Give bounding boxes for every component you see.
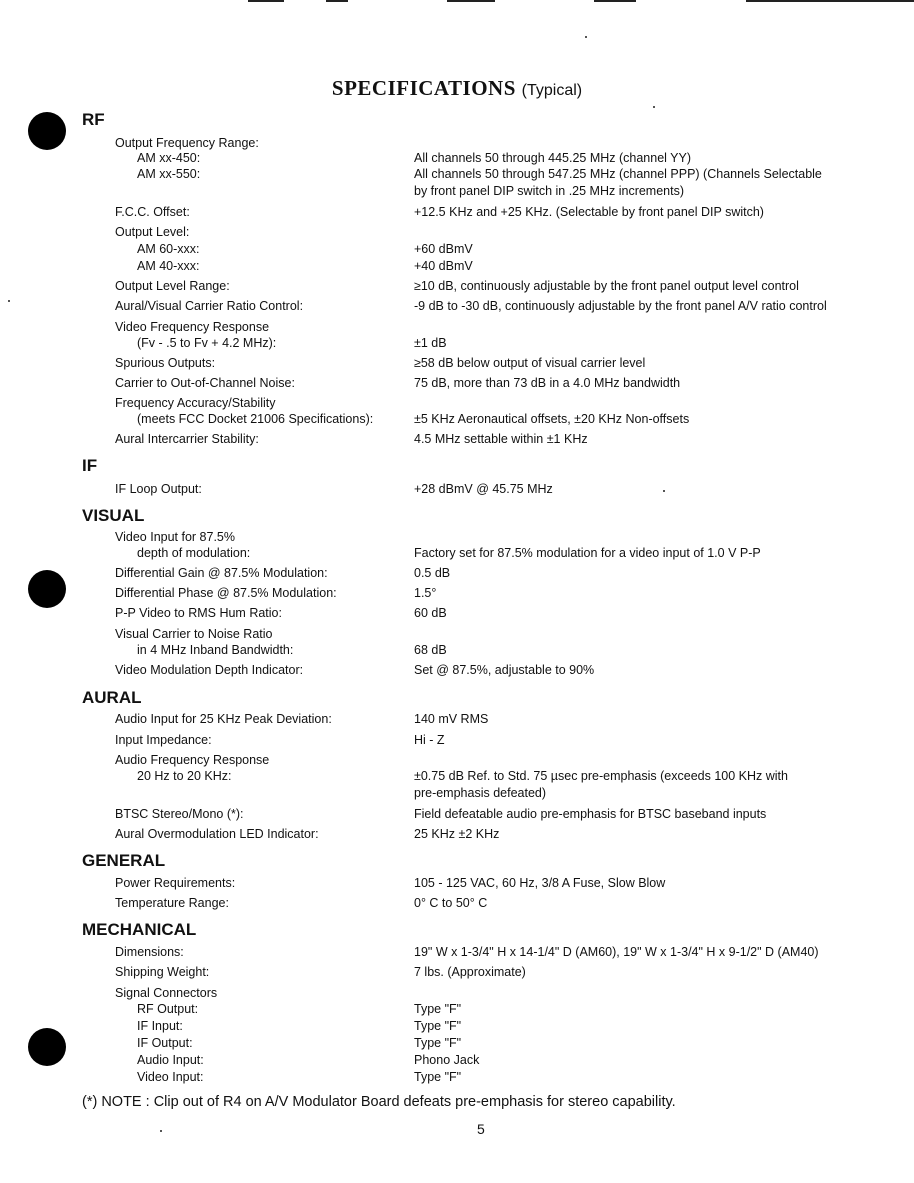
spec-label: Video Input for 87.5%	[115, 530, 235, 544]
scan-edge-line	[746, 0, 914, 2]
spec-value: ±5 KHz Aeronautical offsets, ±20 KHz Non-offsets	[414, 412, 690, 426]
spec-label: AM 40-xxx:	[137, 259, 200, 273]
spec-label: Audio Input for 25 KHz Peak Deviation:	[115, 712, 332, 726]
spec-label: F.C.C. Offset:	[115, 205, 190, 219]
spec-value: 75 dB, more than 73 dB in a 4.0 MHz bandwidth	[414, 376, 681, 390]
spec-value: Type "F"	[414, 1036, 462, 1050]
scan-speck	[585, 36, 587, 38]
spec-value: Set @ 87.5%, adjustable to 90%	[414, 663, 595, 677]
spec-label: Output Level:	[115, 225, 190, 239]
spec-value: ±0.75 dB Ref. to Std. 75 µsec pre-emphasis (exceeds 100 KHz with	[414, 769, 788, 783]
footnote: (*) NOTE : Clip out of R4 on A/V Modulator Board defeats pre-emphasis for stereo capability.	[82, 1094, 676, 1110]
spec-label: IF Loop Output:	[115, 482, 202, 496]
spec-label: Input Impedance:	[115, 733, 212, 747]
spec-label: Signal Connectors	[115, 986, 218, 1000]
spec-label: Frequency Accuracy/Stability	[115, 396, 276, 410]
spec-label: Output Frequency Range:	[115, 136, 259, 150]
spec-label: 20 Hz to 20 KHz:	[137, 769, 232, 783]
section-heading-visual: VISUAL	[82, 506, 145, 525]
spec-label: Audio Frequency Response	[115, 753, 270, 767]
spec-value: +60 dBmV	[414, 242, 473, 256]
spec-label: AM xx-550:	[137, 167, 201, 181]
spec-value: Field defeatable audio pre-emphasis for BTSC baseband inputs	[414, 807, 767, 821]
spec-value: All channels 50 through 445.25 MHz (channel YY)	[414, 151, 692, 165]
spec-value: ≥58 dB below output of visual carrier level	[414, 356, 646, 370]
spec-value: 19" W x 1-3/4" H x 14-1/4" D (AM60), 19" W x 1-3/4" H x 9-1/2" D (AM40)	[414, 945, 819, 959]
spec-label: Aural Overmodulation LED Indicator:	[115, 827, 319, 841]
spec-label: Audio Input:	[137, 1053, 204, 1067]
spec-value: Phono Jack	[414, 1053, 480, 1067]
spec-value: 68 dB	[414, 643, 447, 657]
scan-speck	[663, 490, 665, 492]
spec-value: 0.5 dB	[414, 566, 451, 580]
spec-value: pre-emphasis defeated)	[414, 786, 547, 800]
spec-value: 4.5 MHz settable within ±1 KHz	[414, 432, 588, 446]
spec-label: AM xx-450:	[137, 151, 201, 165]
spec-value: Factory set for 87.5% modulation for a video input of 1.0 V P-P	[414, 546, 761, 560]
spec-label: Differential Gain @ 87.5% Modulation:	[115, 566, 328, 580]
scan-speck	[653, 106, 655, 108]
binder-hole	[28, 112, 66, 150]
spec-value: 60 dB	[414, 606, 447, 620]
spec-value: All channels 50 through 547.25 MHz (channel PPP) (Channels Selectable	[414, 167, 822, 181]
spec-label: Shipping Weight:	[115, 965, 210, 979]
spec-label: (meets FCC Docket 21006 Specifications):	[137, 412, 374, 426]
page-number: 5	[477, 1121, 485, 1137]
spec-value: +28 dBmV @ 45.75 MHz	[414, 482, 553, 496]
scan-speck	[160, 1130, 162, 1132]
spec-label: Video Input:	[137, 1070, 204, 1084]
spec-label: Power Requirements:	[115, 876, 236, 890]
section-heading-if: IF	[82, 456, 98, 475]
spec-value: ≥10 dB, continuously adjustable by the front panel output level control	[414, 279, 799, 293]
section-heading-aural: AURAL	[82, 688, 142, 707]
spec-label: Aural Intercarrier Stability:	[115, 432, 259, 446]
spec-label: Temperature Range:	[115, 896, 229, 910]
spec-value: +40 dBmV	[414, 259, 473, 273]
scan-speck	[8, 300, 10, 302]
scan-edge-line	[326, 0, 348, 2]
spec-value: 1.5°	[414, 586, 437, 600]
spec-value: 140 mV RMS	[414, 712, 489, 726]
spec-label: Output Level Range:	[115, 279, 230, 293]
section-heading-rf: RF	[82, 110, 105, 129]
spec-value: Hi - Z	[414, 733, 445, 747]
spec-value: 25 KHz ±2 KHz	[414, 827, 500, 841]
spec-label: AM 60-xxx:	[137, 242, 200, 256]
spec-value: -9 dB to -30 dB, continuously adjustable by the front panel A/V ratio control	[414, 299, 827, 313]
spec-label: Visual Carrier to Noise Ratio	[115, 627, 273, 641]
binder-hole	[28, 570, 66, 608]
spec-label: RF Output:	[137, 1002, 199, 1016]
spec-value: Type "F"	[414, 1019, 462, 1033]
spec-value: by front panel DIP switch in .25 MHz increments)	[414, 184, 685, 198]
spec-label: depth of modulation:	[137, 546, 251, 560]
spec-value: Type "F"	[414, 1002, 462, 1016]
spec-value: +12.5 KHz and +25 KHz. (Selectable by front panel DIP switch)	[414, 205, 764, 219]
page-title	[0, 76, 914, 101]
spec-label: Dimensions:	[115, 945, 184, 959]
spec-label: IF Input:	[137, 1019, 183, 1033]
spec-value: Type "F"	[414, 1070, 462, 1084]
scan-edge-line	[594, 0, 636, 2]
spec-label: IF Output:	[137, 1036, 193, 1050]
spec-value: 0° C to 50° C	[414, 896, 488, 910]
spec-label: (Fv - .5 to Fv + 4.2 MHz):	[137, 336, 277, 350]
spec-label: in 4 MHz Inband Bandwidth:	[137, 643, 294, 657]
spec-label: P-P Video to RMS Hum Ratio:	[115, 606, 282, 620]
title-main: SPECIFICATIONS	[331, 76, 516, 100]
spec-label: Aural/Visual Carrier Ratio Control:	[115, 299, 304, 313]
section-heading-mechanical: MECHANICAL	[82, 920, 197, 939]
scan-edge-line	[447, 0, 495, 2]
spec-value: ±1 dB	[414, 336, 447, 350]
spec-label: Carrier to Out-of-Channel Noise:	[115, 376, 295, 390]
binder-hole	[28, 1028, 66, 1066]
scan-edge-line	[248, 0, 284, 2]
spec-value: 105 - 125 VAC, 60 Hz, 3/8 A Fuse, Slow Blow	[414, 876, 666, 890]
spec-label: Video Frequency Response	[115, 320, 270, 334]
spec-label: Spurious Outputs:	[115, 356, 216, 370]
spec-label: Video Modulation Depth Indicator:	[115, 663, 304, 677]
spec-label: Differential Phase @ 87.5% Modulation:	[115, 586, 337, 600]
spec-value: 7 lbs. (Approximate)	[414, 965, 526, 979]
title-subtitle: (Typical)	[521, 82, 583, 99]
section-heading-general: GENERAL	[82, 851, 166, 870]
spec-label: BTSC Stereo/Mono (*):	[115, 807, 244, 821]
